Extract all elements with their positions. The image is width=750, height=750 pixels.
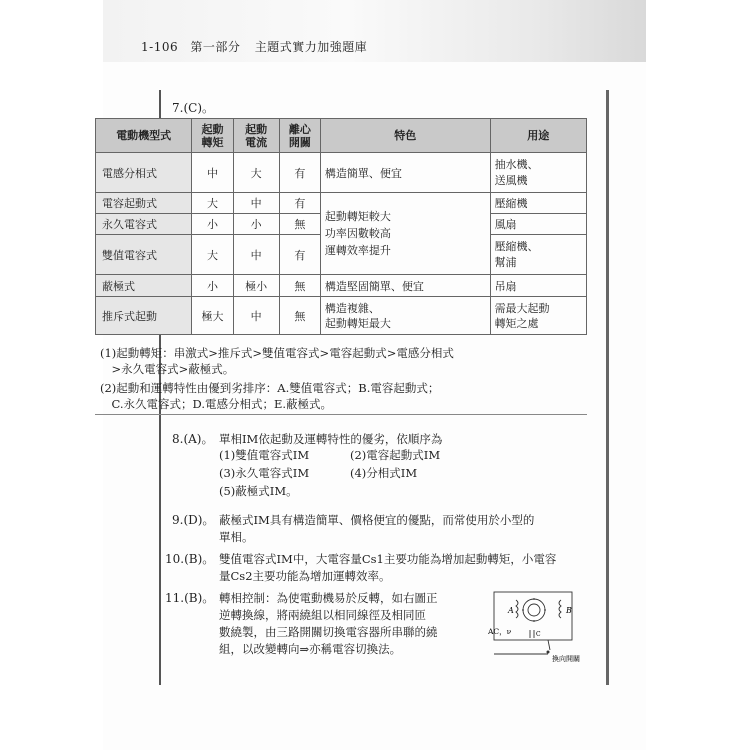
row-use: 壓縮機 xyxy=(490,193,586,214)
q8-option: (3)永久電容式IM xyxy=(219,466,310,480)
row-type: 雙值電容式 xyxy=(96,235,192,275)
motor-comparison-table xyxy=(95,118,587,335)
q7-note-line: >永久電容式>蔽極式。 xyxy=(100,362,235,376)
row-switch: 無 xyxy=(279,275,320,297)
header-title: 主題式實力加強題庫 xyxy=(254,40,368,54)
row-feature: 構造複雜、 起動轉矩最大 xyxy=(320,297,490,335)
row-use: 壓縮機、 幫浦 xyxy=(490,235,586,275)
shared-feature-cell: 起動轉矩較大 功率因數較高 運轉效率提升 xyxy=(320,193,490,275)
winding-b-label: B xyxy=(566,606,572,615)
q11-line: 數繞製，由三路開關切換電容器所串聯的繞 xyxy=(219,625,438,639)
section-label: 第一部分 xyxy=(190,40,241,54)
row-use: 需最大起動 轉矩之處 xyxy=(490,297,586,335)
page-number: 1-106 xyxy=(141,40,179,54)
q7-note-line: C.永久電容式；D.電感分相式；E.蔽極式。 xyxy=(100,397,333,411)
q10-line: 量Cs2主要功能為增加運轉效率。 xyxy=(219,569,391,583)
rotor-circle xyxy=(523,599,545,621)
q8-option: (2)電容起動式IM xyxy=(350,448,441,462)
row-current: 中 xyxy=(233,235,279,275)
q8-label: 8.(A)。 xyxy=(172,432,214,446)
q9-label: 9.(D)。 xyxy=(172,513,215,527)
row-torque: 大 xyxy=(192,193,233,214)
row-torque: 小 xyxy=(192,214,233,235)
q11-label: 11.(B)。 xyxy=(165,591,215,605)
winding-a-label: A xyxy=(508,606,514,615)
header-feature: 特色 xyxy=(320,119,490,153)
row-torque: 中 xyxy=(192,153,233,193)
header-use: 用途 xyxy=(490,119,586,153)
q10-label: 10.(B)。 xyxy=(165,552,215,566)
capacitor-switching-circuit-diagram xyxy=(488,586,580,664)
row-type: 蔽極式 xyxy=(96,275,192,297)
row-use: 風扇 xyxy=(490,214,586,235)
section-divider xyxy=(95,414,587,415)
switch-blade xyxy=(548,640,550,650)
winding-a-coil xyxy=(516,600,518,618)
left-background xyxy=(0,0,103,750)
q8-text: 單相IM依起動及運轉特性的優劣，依順序為 xyxy=(219,432,443,446)
capacitor-label: C xyxy=(536,631,541,638)
q7-note-line: (2)起動和運轉特性由優到劣排序：A.雙值電容式；B.電容起動式； xyxy=(100,381,440,395)
row-current: 小 xyxy=(233,214,279,235)
row-switch: 無 xyxy=(279,297,320,335)
q10-line: 雙值電容式IM中，大電容量Cs1主要功能為增加起動轉矩，小電容 xyxy=(219,552,557,566)
row-type: 電感分相式 xyxy=(96,153,192,193)
table-header-row xyxy=(96,119,587,153)
switch-contact xyxy=(547,651,550,654)
row-current: 大 xyxy=(233,153,279,193)
row-switch: 有 xyxy=(279,235,320,275)
q9-line: 單相。 xyxy=(219,530,254,544)
q7-note-line: (1)起動轉矩：串激式>推斥式>雙值電容式>電容起動式>電感分相式 xyxy=(100,346,454,360)
row-torque: 大 xyxy=(192,235,233,275)
row-switch: 無 xyxy=(279,214,320,235)
q11-line: 組，以改變轉向⇒亦稱電容切換法。 xyxy=(219,642,402,656)
row-use: 吊扇 xyxy=(490,275,586,297)
row-type: 推斥式起動 xyxy=(96,297,192,335)
table-row xyxy=(96,297,587,335)
q8-option: (4)分相式IM xyxy=(350,466,418,480)
header-current: 起動 電流 xyxy=(233,119,279,153)
row-current: 中 xyxy=(233,193,279,214)
row-type: 電容起動式 xyxy=(96,193,192,214)
row-switch: 有 xyxy=(279,193,320,214)
row-torque: 極大 xyxy=(192,297,233,335)
row-feature: 構造堅固簡單、便宜 xyxy=(320,275,490,297)
q7-label: 7.(C)。 xyxy=(172,101,214,115)
header-type: 電動機型式 xyxy=(96,119,192,153)
q8-option: (1)雙值電容式IM xyxy=(219,448,310,462)
row-feature: 構造簡單、便宜 xyxy=(320,153,490,193)
row-switch: 有 xyxy=(279,153,320,193)
q11-line: 逆轉換線，將兩繞組以相同線徑及相同匝 xyxy=(219,608,426,622)
source-label: AC，ν xyxy=(488,627,512,636)
right-margin-rule xyxy=(606,90,609,685)
table-row xyxy=(96,153,587,193)
right-background xyxy=(646,0,750,750)
table-row xyxy=(96,193,587,214)
row-use: 抽水機、 送風機 xyxy=(490,153,586,193)
header-torque: 起動 轉矩 xyxy=(192,119,233,153)
q11-line: 轉相控制：為使電動機易於反轉，如右圖正 xyxy=(219,591,438,605)
table-row xyxy=(96,275,587,297)
page-header xyxy=(141,38,367,55)
switch-label: 換向開關 xyxy=(552,655,580,663)
row-type: 永久電容式 xyxy=(96,214,192,235)
q8-option: (5)蔽極式IM。 xyxy=(219,484,298,498)
row-current: 極小 xyxy=(233,275,279,297)
header-switch: 離心 開關 xyxy=(279,119,320,153)
row-torque: 小 xyxy=(192,275,233,297)
winding-b-coil xyxy=(559,600,561,618)
row-current: 中 xyxy=(233,297,279,335)
q9-line: 蔽極式IM具有構造簡單、價格便宜的優點，而常使用於小型的 xyxy=(219,513,535,527)
